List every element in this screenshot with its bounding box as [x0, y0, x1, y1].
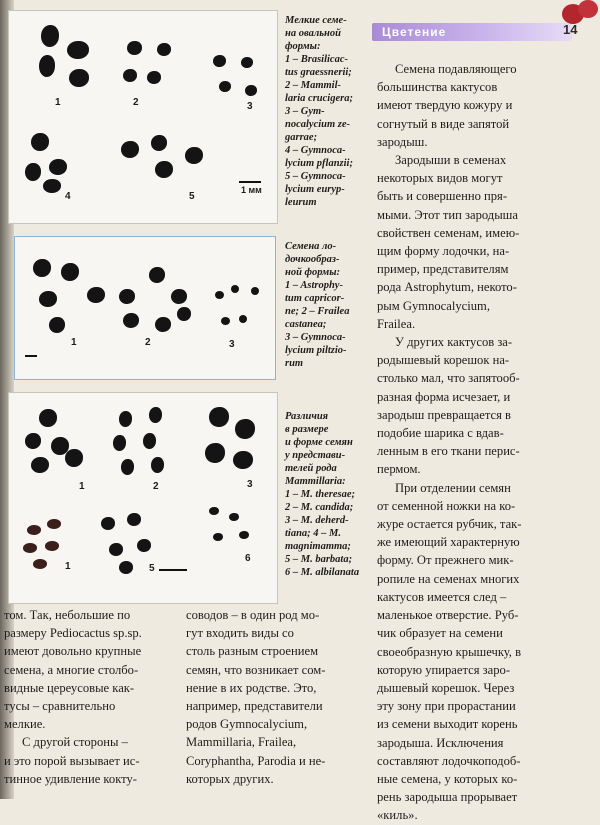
- text-line: некоторых видов могут: [377, 171, 503, 186]
- text-line: размеру Pediocactus sp.sp.: [4, 626, 142, 641]
- text-line: эту зону при прорастании: [377, 699, 516, 714]
- photo-label: 3: [247, 479, 253, 490]
- text-line: У других кактусов за-: [395, 335, 513, 350]
- seed-photo-boat: [14, 236, 276, 380]
- seed: [151, 135, 167, 151]
- text-line: кактусов имеется след –: [377, 589, 507, 604]
- seed: [45, 541, 59, 551]
- seed: [209, 507, 219, 515]
- text-line: которых других.: [186, 771, 274, 786]
- seed: [121, 141, 139, 158]
- seed: [221, 317, 230, 325]
- caption-line: rum: [285, 358, 304, 369]
- caption-line: laria crucigera;: [285, 93, 353, 104]
- seed: [209, 407, 229, 427]
- seed: [27, 525, 41, 535]
- seed: [213, 55, 226, 67]
- seed: [49, 317, 65, 333]
- text-line: столько мал, что запятооб-: [377, 371, 520, 386]
- text-line: маленькое отверстие. Руб-: [377, 608, 519, 623]
- text-line: которую упирается заро-: [377, 662, 511, 677]
- caption-line: ne; 2 – Frailea: [285, 306, 350, 317]
- caption-line: 3 – Gym-: [285, 106, 325, 117]
- seed: [39, 291, 57, 307]
- body-column-right: [377, 60, 562, 825]
- text-line: ные семена, у которых ко-: [377, 771, 518, 786]
- text-line: зародыш.: [377, 134, 428, 149]
- caption-line: lycium pflanzii;: [285, 158, 353, 169]
- text-line: щим форму лодочки, на-: [377, 244, 510, 259]
- photo-label: 2: [145, 337, 151, 348]
- photo-label: 6: [245, 553, 251, 564]
- caption-line: tus graessnerii;: [285, 67, 352, 78]
- caption-line: garrae;: [285, 132, 318, 143]
- seed: [23, 543, 37, 553]
- text-line: Mammillaria, Frailea,: [186, 735, 297, 750]
- text-line: семян, что возникает сом-: [186, 662, 326, 677]
- flower-icon: [578, 0, 598, 18]
- caption-title-line: Семена ло-: [285, 241, 337, 252]
- seed: [127, 41, 142, 55]
- scale-bar: [239, 181, 261, 183]
- caption-line: 2 – M. candida;: [285, 502, 354, 513]
- text-line: быть и совершенно пря-: [377, 189, 508, 204]
- text-line: пример, представителям: [377, 262, 509, 277]
- seed: [239, 531, 249, 539]
- seed: [119, 289, 135, 304]
- text-line: нение в их родстве. Это,: [186, 680, 317, 695]
- seed: [47, 519, 61, 529]
- text-line: составляют лодочкоподоб-: [377, 753, 521, 768]
- photo-label: 1: [65, 561, 71, 572]
- seed: [231, 285, 239, 293]
- text-line: тинное удивление кокту-: [4, 771, 137, 786]
- seed: [235, 419, 255, 439]
- caption-line: lycium euryp-: [285, 184, 345, 195]
- text-line: мелкие.: [4, 717, 46, 732]
- caption-line: 4 – Gymnoca-: [285, 145, 346, 156]
- text-line: Frailea.: [377, 316, 416, 331]
- text-line: журе остается рубчик, так-: [377, 517, 522, 532]
- seed: [31, 133, 49, 151]
- caption-line: magnimamma;: [285, 541, 351, 552]
- text-line: от семенной ножки на ко-: [377, 498, 516, 513]
- seed: [137, 539, 151, 552]
- caption-title-line: формы:: [285, 41, 321, 52]
- caption-line: lycium piltzio-: [285, 345, 347, 356]
- caption-line: 3 – M. deherd-: [285, 515, 349, 526]
- text-line: имеют твердую кожуру и: [377, 98, 513, 113]
- seed: [215, 291, 224, 299]
- seed: [123, 313, 139, 328]
- seed: [25, 433, 41, 449]
- seed: [251, 287, 259, 295]
- text-line: родов Gymnocalycium,: [186, 717, 308, 732]
- caption-line: 2 – Mammil-: [285, 80, 342, 91]
- caption-title-line: телей рода: [285, 463, 337, 474]
- seed: [213, 533, 223, 541]
- text-line: Зародыши в семенах: [395, 153, 507, 168]
- text-line: форму. От прежнего мик-: [377, 553, 514, 568]
- seed: [31, 457, 49, 473]
- text-line: рода Astrophytum, некото-: [377, 280, 517, 295]
- photo-label: 3: [229, 339, 235, 350]
- text-line: чик образует на семени: [377, 626, 503, 641]
- caption-line: 1 – M. theresae;: [285, 489, 355, 500]
- seed: [149, 407, 162, 423]
- photo-label: 2: [153, 481, 159, 492]
- seed: [143, 433, 156, 449]
- seed: [185, 147, 203, 164]
- seed-photo-mammillaria: [8, 392, 278, 604]
- body-column-left: [4, 606, 174, 788]
- caption-line: tum capricor-: [285, 293, 345, 304]
- photo-label: 4: [65, 191, 71, 202]
- seed: [245, 85, 257, 96]
- text-line: соводов – в один род мо-: [186, 608, 320, 622]
- seed: [109, 543, 123, 556]
- text-line: При отделении семян: [395, 480, 511, 495]
- seed: [43, 179, 61, 193]
- caption-line: 5 – M. barbata;: [285, 554, 353, 565]
- text-line: имеют довольно крупные: [4, 644, 142, 659]
- photo-label: 1: [71, 337, 77, 348]
- seed: [205, 443, 225, 463]
- seed: [39, 409, 57, 427]
- seed-photo-oval: [8, 10, 278, 224]
- seed: [147, 71, 161, 84]
- caption-title-line: ной формы:: [285, 267, 341, 278]
- seed: [25, 163, 41, 181]
- text-line: согнутый в виде запятой: [377, 116, 510, 131]
- text-line: дышевый корешок. Через: [377, 680, 515, 695]
- caption-oval-seeds: [285, 14, 369, 209]
- photo-label: 5: [149, 563, 155, 574]
- caption-title-line: дочкообраз-: [285, 254, 340, 265]
- text-line: большинства кактусов: [377, 80, 498, 95]
- seed: [69, 69, 89, 87]
- text-line: же имеющий характерную: [377, 535, 520, 550]
- photo-label: 1: [79, 481, 85, 492]
- text-line: зародыша. Исключения: [377, 735, 504, 750]
- caption-line: tiana; 4 – M.: [285, 528, 342, 539]
- seed: [157, 43, 171, 56]
- caption-title-line: и форме семян: [285, 437, 353, 448]
- scale-bar: [159, 569, 187, 571]
- seed: [49, 159, 67, 175]
- seed: [39, 55, 55, 77]
- seed: [229, 513, 239, 521]
- seed: [155, 161, 173, 178]
- caption-line: 3 – Gymnoca-: [285, 332, 346, 343]
- text-line: зародыш превращается в: [377, 407, 511, 422]
- text-line: свойствен семенам, имею-: [377, 225, 520, 240]
- text-line: семена, а многие столбо-: [4, 662, 139, 677]
- text-line: «киль».: [377, 808, 418, 823]
- seed: [239, 315, 247, 323]
- caption-title-line: у представи-: [285, 450, 346, 461]
- text-line: ленным в его ткани периc-: [377, 444, 520, 459]
- text-line: например, представители: [186, 699, 323, 714]
- caption-line: castanea;: [285, 319, 327, 330]
- seed: [61, 263, 79, 281]
- seed: [33, 259, 51, 277]
- seed: [123, 69, 137, 82]
- page-number: 14: [563, 22, 578, 37]
- seed: [65, 449, 83, 467]
- text-line: пермом.: [377, 462, 421, 477]
- text-line: рень зародыша прорывает: [377, 790, 518, 805]
- seed: [241, 57, 253, 68]
- text-line: том. Так, небольшие по: [4, 608, 131, 622]
- text-line: тусы – сравнительно: [4, 699, 116, 714]
- caption-title-line: Mammillaria:: [285, 476, 346, 487]
- text-line: гут входить виды со: [186, 626, 294, 641]
- text-line: столь разным строением: [186, 644, 319, 659]
- photo-label: 2: [133, 97, 139, 108]
- seed: [219, 81, 231, 92]
- caption-line: leurum: [285, 197, 317, 208]
- text-line: разная форма исчезает, и: [377, 389, 511, 404]
- seed: [233, 451, 253, 469]
- seed: [155, 317, 171, 332]
- caption-line: 1 – Brasilicac-: [285, 54, 348, 65]
- text-line: подобие шарика с вдав-: [377, 426, 504, 441]
- text-line: родышевый корешок на-: [377, 353, 510, 368]
- caption-boat-seeds: [285, 240, 369, 370]
- section-title: Цветение: [382, 25, 447, 39]
- seed: [67, 41, 89, 59]
- seed: [41, 25, 59, 47]
- text-line: из семени выходит корень: [377, 717, 518, 732]
- caption-title-line: Мелкие семе-: [285, 15, 347, 26]
- caption-title-line: на овальной: [285, 28, 341, 39]
- seed: [113, 435, 126, 451]
- caption-title-line: Различия: [285, 411, 329, 422]
- photo-label: 5: [189, 191, 195, 202]
- text-line: рым Gymnocalycium,: [377, 298, 490, 313]
- text-line: своеобразную крышечку, в: [377, 644, 522, 659]
- seed: [127, 513, 141, 526]
- seed: [119, 411, 132, 427]
- text-line: мыми. Этот тип зародыша: [377, 207, 518, 222]
- photo-label: 1: [55, 97, 61, 108]
- seed: [151, 457, 164, 473]
- text-line: Coryphantha, Parodia и не-: [186, 753, 326, 768]
- text-line: С другой стороны –: [22, 735, 128, 750]
- caption-title-line: в размере: [285, 424, 329, 435]
- text-line: видные цереусовые как-: [4, 680, 135, 695]
- seed: [171, 289, 187, 304]
- seed: [177, 307, 191, 321]
- seed: [119, 561, 133, 574]
- scale-bar: [25, 355, 37, 357]
- text-line: и это порой вызывает ис-: [4, 753, 140, 768]
- caption-line: 5 – Gymnoca-: [285, 171, 346, 182]
- text-line: Семена подавляющего: [395, 62, 517, 76]
- caption-line: 1 – Astrophy-: [285, 280, 343, 291]
- text-line: ропиле на семенах многих: [377, 571, 520, 586]
- seed: [33, 559, 47, 569]
- seed: [87, 287, 105, 303]
- seed: [101, 517, 115, 530]
- caption-mammillaria-seeds: [285, 410, 369, 579]
- caption-line: 6 – M. albilanata: [285, 567, 360, 578]
- seed: [149, 267, 165, 283]
- seed: [121, 459, 134, 475]
- photo-label: 3: [247, 101, 253, 112]
- scale-label: 1 мм: [241, 185, 262, 195]
- caption-line: nocalycium ze-: [285, 119, 351, 130]
- body-column-middle: [186, 606, 370, 788]
